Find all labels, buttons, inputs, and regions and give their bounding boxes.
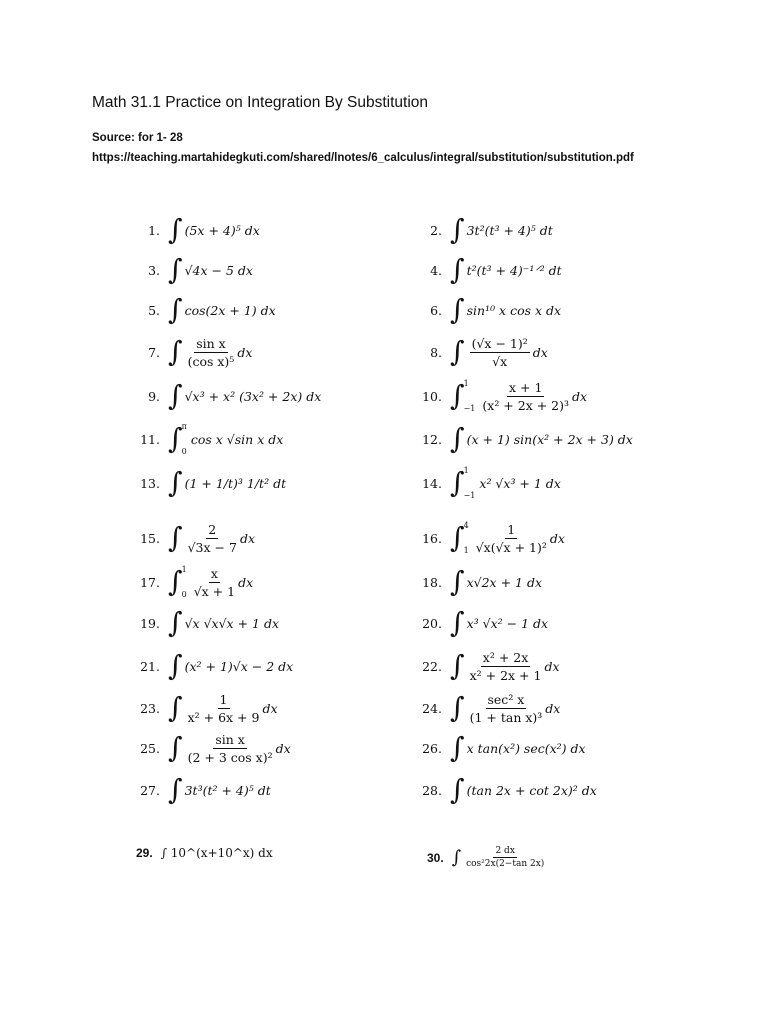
integrand: (tan 2x + cot 2x)² dx — [466, 782, 597, 798]
problem-number: 24. — [422, 700, 442, 716]
problem-number: 6. — [430, 302, 442, 318]
integral-sign: ∫ — [450, 521, 465, 554]
integrand: cos(2x + 1) dx — [184, 302, 276, 318]
problem-number: 1. — [148, 222, 160, 238]
integral-sign: ∫ — [450, 335, 465, 368]
fraction — [476, 522, 547, 555]
integral-sign: ∫ — [168, 253, 183, 286]
integral-sign: ∫ — [450, 293, 465, 326]
problem-25 — [136, 726, 291, 770]
denominator: cos²2x(2−tan 2x) — [466, 859, 545, 869]
problem-11 — [136, 417, 283, 461]
problem-number: 22. — [422, 658, 442, 674]
problem-3 — [136, 248, 253, 292]
problem-number: 2. — [430, 222, 442, 238]
problem-10 — [418, 374, 587, 418]
problem-8 — [418, 330, 548, 374]
integrand: t²(t³ + 4)⁻¹ᐟ² dt — [466, 262, 562, 278]
fraction — [470, 336, 530, 369]
fraction — [470, 650, 542, 683]
lower-limit: 0 — [181, 590, 187, 599]
integrand: 3t³(t² + 4)⁵ dt — [184, 782, 271, 798]
denominator: (1 + tan x)³ — [469, 709, 543, 725]
integrand: x√2x + 1 dx — [466, 574, 543, 590]
problem-number: 9. — [148, 388, 160, 404]
problem-26 — [418, 726, 586, 770]
problem-7 — [136, 330, 252, 374]
problem-number: 3. — [148, 262, 160, 278]
problem-expression: ∫ 10^(x+10^x) dx — [160, 846, 273, 860]
integral-limits — [464, 379, 476, 413]
problem-number: 10. — [422, 388, 442, 404]
problem-27 — [136, 768, 271, 812]
denominator: (cos x)⁵ — [187, 353, 235, 369]
numerator: 1 — [219, 691, 228, 707]
numerator: sec² x — [487, 691, 525, 707]
problem-29 — [136, 846, 273, 860]
integral-sign: ∫ — [168, 213, 183, 246]
numerator: x + 1 — [508, 379, 543, 395]
problem-16 — [418, 516, 565, 560]
page-title: Math 31.1 Practice on Integration By Substitution — [92, 94, 429, 111]
problem-18 — [418, 560, 542, 604]
differential: dx — [262, 700, 278, 716]
problem-number: 8. — [430, 344, 442, 360]
problem-number: 21. — [140, 658, 160, 674]
integral-sign: ∫ — [168, 731, 183, 764]
integral-sign: ∫ — [168, 565, 183, 598]
problem-number: 16. — [422, 530, 442, 546]
differential: dx — [572, 388, 588, 404]
upper-limit: 1 — [463, 466, 469, 475]
problem-2 — [418, 208, 553, 252]
integral-sign: ∫ — [450, 565, 465, 598]
denominator: √x(√x + 1)² — [475, 539, 547, 555]
integrand: √4x − 5 dx — [184, 262, 253, 278]
integrand: (1 + 1/t)³ 1/t² dt — [184, 475, 287, 491]
fraction — [470, 692, 543, 725]
problem-number: 11. — [140, 431, 160, 447]
lower-limit: −1 — [463, 491, 476, 500]
problem-number: 19. — [140, 615, 160, 631]
problem-21 — [136, 644, 293, 688]
problem-19 — [136, 601, 279, 645]
integrand: x³ √x² − 1 dx — [466, 615, 549, 631]
integrand: x² √x³ + 1 dx — [479, 475, 561, 491]
integrand: (5x + 4)⁵ dx — [184, 222, 260, 238]
problem-number: 29. — [136, 846, 153, 860]
problem-number: 30. — [427, 850, 444, 865]
numerator: (√x − 1)² — [471, 335, 528, 351]
integral-sign: ∫ — [450, 731, 465, 764]
fraction — [188, 336, 235, 369]
integral-sign: ∫ — [168, 335, 183, 368]
integral-sign: ∫ — [450, 466, 465, 499]
problem-22 — [418, 644, 560, 688]
problem-number: 5. — [148, 302, 160, 318]
fraction — [482, 380, 569, 413]
numerator: sin x — [196, 335, 226, 351]
integrand: x tan(x²) sec(x²) dx — [466, 740, 586, 756]
integral-sign: ∫ — [168, 422, 183, 455]
problem-12 — [418, 417, 633, 461]
problem-number: 18. — [422, 574, 442, 590]
integral-limits — [182, 422, 187, 456]
problem-number: 4. — [430, 262, 442, 278]
integral-sign: ∫ — [450, 213, 465, 246]
source-label: Source: for 1- 28 — [92, 132, 183, 144]
integral-sign: ∫ — [450, 691, 465, 724]
denominator: (x² + 2x + 2)³ — [482, 397, 570, 413]
problem-28 — [418, 768, 597, 812]
problem-14 — [418, 461, 561, 505]
upper-limit: π — [181, 422, 187, 431]
integrand: cos x √sin x dx — [190, 431, 284, 447]
source-url[interactable]: https://teaching.martahidegkuti.com/shared/lnotes/6_calculus/integral/substitution/substitution.pdf — [92, 152, 634, 164]
numerator: 2 — [208, 521, 217, 537]
integral-limits — [464, 466, 476, 500]
integrand: 3t²(t³ + 4)⁵ dt — [466, 222, 553, 238]
problem-9 — [136, 374, 321, 418]
source-block — [92, 128, 634, 168]
problem-number: 26. — [422, 740, 442, 756]
lower-limit: −1 — [463, 404, 476, 413]
integral-sign: ∫ — [450, 773, 465, 806]
problem-number: 27. — [140, 782, 160, 798]
problem-number: 25. — [140, 740, 160, 756]
problem-17 — [136, 560, 253, 604]
differential: dx — [549, 530, 565, 546]
differential: dx — [275, 740, 291, 756]
problem-5 — [136, 288, 276, 332]
problem-number: 23. — [140, 700, 160, 716]
integrand: sin¹⁰ x cos x dx — [466, 302, 562, 318]
numerator: sin x — [215, 731, 245, 747]
problem-4 — [418, 248, 562, 292]
integral-sign: ∫ — [168, 466, 183, 499]
problem-number: 17. — [140, 574, 160, 590]
problem-number: 7. — [148, 344, 160, 360]
problem-number: 15. — [140, 530, 160, 546]
integral-limits — [464, 521, 469, 555]
fraction — [188, 692, 260, 725]
integral-sign: ∫ — [168, 691, 183, 724]
upper-limit: 1 — [463, 379, 469, 388]
integral-sign: ∫ — [168, 606, 183, 639]
differential: dx — [545, 700, 561, 716]
problem-number: 14. — [422, 475, 442, 491]
differential: dx — [544, 658, 560, 674]
problem-6 — [418, 288, 561, 332]
problem-15 — [136, 516, 255, 560]
integral-sign: ∫ — [450, 379, 465, 412]
problem-1 — [136, 208, 260, 252]
differential: dx — [532, 344, 548, 360]
integral-sign: ∫ — [168, 379, 183, 412]
integral-sign: ∫ — [450, 649, 465, 682]
denominator: (2 + 3 cos x)² — [187, 749, 273, 765]
integrand: √x √x√x + 1 dx — [184, 615, 280, 631]
problem-number: 13. — [140, 475, 160, 491]
denominator: x² + 6x + 9 — [187, 709, 260, 725]
numerator: x² + 2x — [482, 649, 529, 665]
problem-13 — [136, 461, 286, 505]
problem-23 — [136, 686, 278, 730]
problem-24 — [418, 686, 560, 730]
problem-number: 20. — [422, 615, 442, 631]
problem-20 — [418, 601, 548, 645]
integral-sign: ∫ — [168, 293, 183, 326]
integral-limits — [182, 565, 187, 599]
fraction — [194, 566, 235, 599]
integrand: √x³ + x² (3x² + 2x) dx — [184, 388, 322, 404]
integral-sign: ∫ — [168, 773, 183, 806]
lower-limit: 1 — [463, 546, 469, 555]
numerator: 1 — [507, 521, 516, 537]
problem-30 — [427, 846, 547, 869]
differential: dx — [237, 344, 253, 360]
integral-sign: ∫ — [450, 606, 465, 639]
fraction — [188, 522, 237, 555]
denominator: √3x − 7 — [187, 539, 237, 555]
integral-sign: ∫ — [451, 846, 462, 868]
lower-limit: 0 — [181, 447, 187, 456]
denominator: x² + 2x + 1 — [469, 667, 542, 683]
problem-number: 28. — [422, 782, 442, 798]
numerator: x — [210, 565, 218, 581]
numerator: 2 dx — [495, 846, 515, 856]
integrand: (x + 1) sin(x² + 2x + 3) dx — [466, 431, 633, 447]
integral-sign: ∫ — [450, 422, 465, 455]
integral-sign: ∫ — [168, 649, 183, 682]
fraction — [188, 732, 273, 765]
upper-limit: 1 — [181, 565, 187, 574]
problem-number: 12. — [422, 431, 442, 447]
integral-sign: ∫ — [168, 521, 183, 554]
denominator: √x + 1 — [193, 583, 236, 599]
upper-limit: 4 — [463, 521, 469, 530]
integral-sign: ∫ — [450, 253, 465, 286]
denominator: √x — [492, 353, 508, 369]
integrand: (x² + 1)√x − 2 dx — [184, 658, 294, 674]
differential: dx — [238, 574, 254, 590]
differential: dx — [239, 530, 255, 546]
fraction — [466, 846, 544, 869]
